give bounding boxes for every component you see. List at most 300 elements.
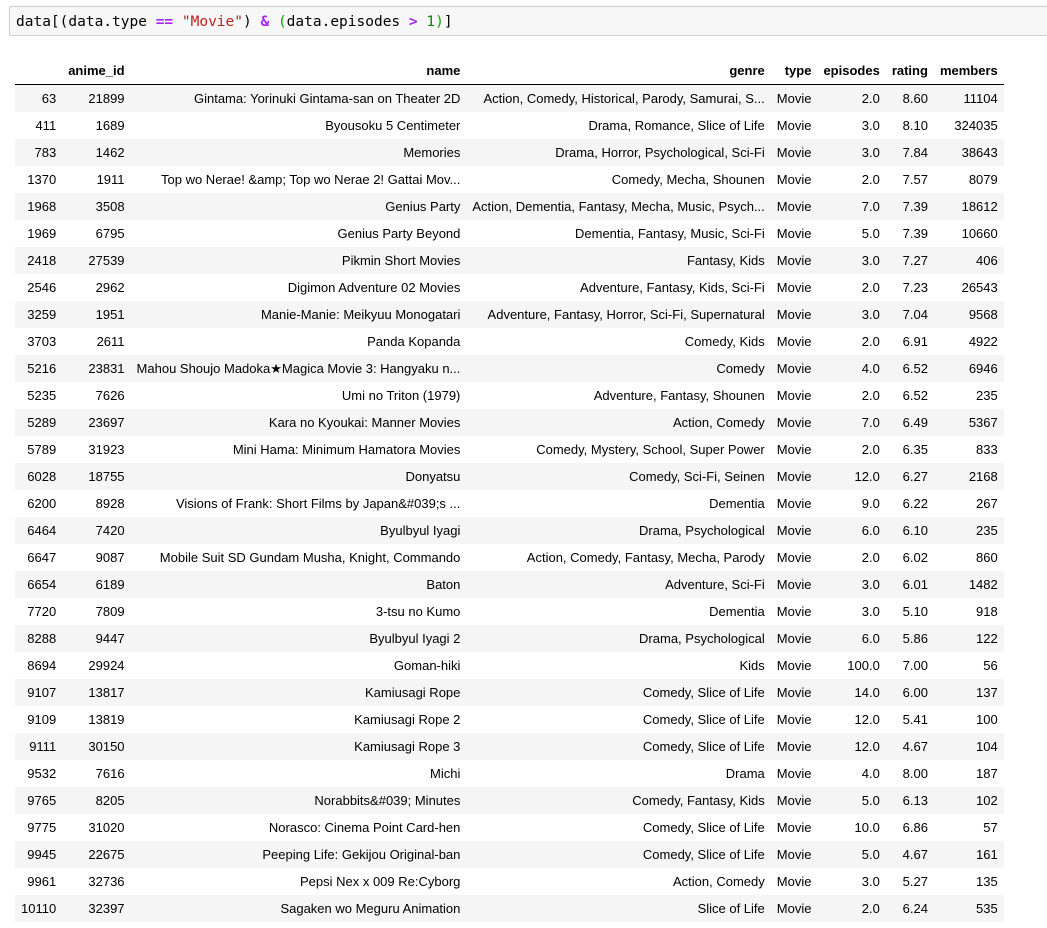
table-row [15,193,1004,220]
cell-index: 7720 [27,604,57,619]
cell-name: Goman-hiki [393,658,461,673]
cell-members: 4922 [968,334,998,349]
code-number: 1 [426,14,436,30]
table-row [15,679,1004,706]
cell-type: Movie [776,307,812,322]
cell-episodes: 2.0 [861,280,880,295]
cell-members: 6946 [968,361,998,376]
cell-name: Pikmin Short Movies [341,253,461,268]
table-row [15,571,1004,598]
code-text: ) [243,14,261,30]
table-row [15,544,1004,571]
cell-members: 38643 [961,145,998,160]
cell-type: Movie [776,334,812,349]
cell-name: Visions of Frank: Short Films by Japan&#039;s ... [175,496,461,511]
table-row [15,139,1004,166]
cell-genre: Adventure, Fantasy, Kids, Sci-Fi [580,280,765,295]
cell-name: Panda Kopanda [367,334,461,349]
cell-type: Movie [776,253,812,268]
code-operator: > [408,14,418,30]
cell-type: Movie [776,415,812,430]
cell-index: 5289 [27,415,57,430]
table-row [15,841,1004,868]
cell-name: Memories [403,145,461,160]
cell-members: 235 [976,388,998,403]
table-row [15,787,1004,814]
cell-index: 9775 [27,820,57,835]
cell-genre: Comedy, Slice of Life [642,820,765,835]
cell-episodes: 2.0 [861,388,880,403]
cell-episodes: 3.0 [861,145,880,160]
cell-type: Movie [776,172,812,187]
cell-members: 9568 [968,307,998,322]
cell-genre: Comedy, Mecha, Shounen [611,172,765,187]
cell-type: Movie [776,820,812,835]
cell-rating: 6.86 [902,820,928,835]
table-row [15,868,1004,895]
table-row [15,301,1004,328]
cell-anime-id: 9087 [95,550,125,565]
cell-members: 5367 [968,415,998,430]
cell-index: 9107 [27,685,57,700]
cell-genre: Drama [725,766,765,781]
table-row [15,85,1004,113]
cell-type: Movie [776,199,812,214]
cell-rating: 4.67 [902,739,928,754]
code-text: ] [443,14,453,30]
table-row [15,436,1004,463]
cell-episodes: 2.0 [861,901,880,916]
cell-rating: 6.00 [902,685,928,700]
table-row [15,382,1004,409]
cell-name: Baton [426,577,461,592]
cell-members: 104 [976,739,998,754]
cell-type: Movie [776,712,812,727]
code-string: "Movie" [181,14,243,30]
cell-genre: Fantasy, Kids [686,253,765,268]
cell-type: Movie [776,901,812,916]
cell-index: 2418 [27,253,57,268]
cell-type: Movie [776,388,812,403]
cell-name: Byousoku 5 Centimeter [325,118,461,133]
cell-episodes: 2.0 [861,91,880,106]
cell-genre: Comedy, Mystery, School, Super Power [536,442,765,457]
cell-name: Byulbyul Iyagi 2 [369,631,461,646]
cell-anime-id: 23697 [88,415,125,430]
table-row [15,112,1004,139]
cell-name: Kamiusagi Rope 3 [354,739,461,754]
cell-anime-id: 13817 [88,685,125,700]
cell-episodes: 7.0 [861,199,880,214]
cell-anime-id: 7616 [95,766,125,781]
table-row [15,517,1004,544]
table-row [15,652,1004,679]
cell-members: 406 [976,253,998,268]
table-row [15,166,1004,193]
table-row [15,274,1004,301]
code-paren: ( [277,14,287,30]
cell-members: 100 [976,712,998,727]
cell-episodes: 3.0 [861,604,880,619]
cell-rating: 8.00 [902,766,928,781]
cell-type: Movie [776,226,812,241]
cell-rating: 7.39 [902,226,928,241]
cell-members: 860 [976,550,998,565]
cell-genre: Adventure, Sci-Fi [665,577,765,592]
cell-anime-id: 31923 [88,442,125,457]
table-row [15,814,1004,841]
cell-anime-id: 2611 [96,334,125,349]
cell-name: Kamiusagi Rope [365,685,461,700]
cell-name: Byulbyul Iyagi [380,523,461,538]
cell-members: 535 [976,901,998,916]
cell-anime-id: 8928 [95,496,125,511]
cell-name: Peeping Life: Gekijou Original-ban [262,847,461,862]
cell-rating: 7.39 [902,199,928,214]
table-row [15,328,1004,355]
table-header-row [15,57,1004,85]
cell-index: 9961 [27,874,57,889]
cell-episodes: 3.0 [861,118,880,133]
cell-index: 8694 [27,658,57,673]
cell-genre: Comedy, Slice of Life [642,739,765,754]
cell-anime-id: 2962 [95,280,125,295]
cell-rating: 5.41 [902,712,928,727]
cell-genre: Comedy, Sci-Fi, Seinen [629,469,765,484]
cell-anime-id: 9447 [95,631,125,646]
cell-genre: Comedy [716,361,765,376]
cell-type: Movie [776,874,812,889]
cell-episodes: 9.0 [861,496,880,511]
code-cell-input[interactable] [9,6,1047,36]
cell-anime-id: 8205 [95,793,125,808]
cell-anime-id: 1951 [95,307,125,322]
cell-anime-id: 31020 [88,820,125,835]
cell-rating: 4.67 [902,847,928,862]
cell-rating: 8.10 [902,118,928,133]
cell-members: 102 [976,793,998,808]
cell-index: 1969 [27,226,57,241]
cell-rating: 6.35 [902,442,928,457]
cell-anime-id: 1911 [96,172,125,187]
code-text: data[(data.type [16,14,156,30]
cell-episodes: 2.0 [861,442,880,457]
cell-episodes: 6.0 [861,631,880,646]
cell-index: 10110 [21,901,57,916]
cell-rating: 7.57 [902,172,928,187]
table-row [15,733,1004,760]
table-row [15,760,1004,787]
column-header-name: name [131,57,467,85]
cell-type: Movie [776,91,812,106]
cell-rating: 6.24 [902,901,928,916]
cell-episodes: 7.0 [861,415,880,430]
cell-genre: Drama, Psychological [639,523,765,538]
cell-members: 10660 [961,226,998,241]
cell-episodes: 3.0 [861,253,880,268]
cell-type: Movie [776,280,812,295]
cell-index: 8288 [27,631,57,646]
cell-name: Umi no Triton (1979) [341,388,461,403]
cell-anime-id: 22675 [88,847,125,862]
cell-name: Mahou Shoujo Madoka★Magica Movie 3: Hangyaku n... [136,360,461,376]
table-row [15,247,1004,274]
cell-type: Movie [776,118,812,133]
table-row [15,355,1004,382]
cell-index: 9765 [27,793,57,808]
cell-anime-id: 1462 [95,145,125,160]
cell-rating: 5.10 [902,604,928,619]
cell-name: Genius Party Beyond [337,226,461,241]
cell-name: Digimon Adventure 02 Movies [287,280,461,295]
cell-episodes: 4.0 [861,766,880,781]
cell-genre: Drama, Romance, Slice of Life [588,118,765,133]
table-row [15,220,1004,247]
table-row [15,409,1004,436]
cell-index: 783 [34,145,57,160]
cell-name: Norasco: Cinema Point Card-hen [268,820,461,835]
cell-index: 5789 [27,442,57,457]
cell-name: Gintama: Yorinuki Gintama-san on Theater 2D [193,91,461,106]
code-paren: ) [435,14,444,30]
cell-anime-id: 30150 [88,739,125,754]
cell-genre: Slice of Life [697,901,765,916]
cell-type: Movie [776,847,812,862]
cell-rating: 6.01 [902,577,928,592]
cell-anime-id: 1689 [95,118,125,133]
cell-index: 1968 [27,199,57,214]
cell-genre: Dementia [709,496,765,511]
cell-rating: 5.86 [902,631,928,646]
cell-name: Top wo Nerae! &amp; Top wo Nerae 2! Gattai Mov... [161,172,461,187]
cell-episodes: 2.0 [861,334,880,349]
cell-index: 1370 [27,172,57,187]
code-operator: == [155,14,174,30]
cell-rating: 8.60 [902,91,928,106]
cell-name: Kara no Kyoukai: Manner Movies [268,415,461,430]
column-header-type: type [771,57,818,85]
cell-index: 6654 [27,577,57,592]
table-row [15,490,1004,517]
cell-index: 9109 [27,712,57,727]
cell-type: Movie [776,739,812,754]
cell-type: Movie [776,793,812,808]
cell-genre: Action, Comedy, Historical, Parody, Samurai, S... [483,91,765,106]
column-header-rating: rating [886,57,934,85]
cell-members: 918 [976,604,998,619]
cell-episodes: 3.0 [861,577,880,592]
cell-name: 3-tsu no Kumo [375,604,461,619]
cell-genre: Dementia, Fantasy, Music, Sci-Fi [575,226,765,241]
cell-name: Genius Party [385,199,461,214]
cell-index: 6464 [27,523,57,538]
cell-members: 56 [983,658,998,673]
cell-type: Movie [776,766,812,781]
cell-genre: Drama, Psychological [639,631,765,646]
cell-rating: 6.22 [902,496,928,511]
cell-members: 324035 [954,118,998,133]
cell-rating: 7.23 [902,280,928,295]
cell-type: Movie [776,631,812,646]
cell-genre: Dementia [709,604,765,619]
cell-members: 57 [983,820,998,835]
cell-rating: 7.04 [902,307,928,322]
cell-type: Movie [776,577,812,592]
cell-index: 3259 [27,307,57,322]
cell-genre: Action, Comedy [673,874,765,889]
cell-name: Michi [430,766,461,781]
cell-members: 8079 [968,172,998,187]
cell-members: 187 [976,766,998,781]
cell-rating: 6.52 [902,388,928,403]
cell-anime-id: 6189 [95,577,125,592]
cell-index: 9532 [27,766,57,781]
cell-episodes: 4.0 [861,361,880,376]
cell-name: Norabbits&#039; Minutes [314,793,461,808]
cell-episodes: 5.0 [861,226,880,241]
cell-members: 137 [976,685,998,700]
cell-type: Movie [776,469,812,484]
cell-rating: 7.84 [902,145,928,160]
column-header-genre: genre [466,57,770,85]
cell-episodes: 3.0 [861,307,880,322]
cell-rating: 6.10 [902,523,928,538]
cell-episodes: 5.0 [861,793,880,808]
cell-name: Pepsi Nex x 009 Re:Cyborg [299,874,461,889]
cell-episodes: 6.0 [861,523,880,538]
cell-index: 9945 [27,847,57,862]
cell-anime-id: 21899 [88,91,125,106]
cell-members: 11104 [963,91,998,106]
cell-members: 161 [976,847,998,862]
column-header-members: members [934,57,1004,85]
code-text: data.episodes [286,14,409,30]
cell-index: 3703 [27,334,57,349]
cell-members: 833 [976,442,998,457]
cell-members: 135 [976,874,998,889]
table-row [15,706,1004,733]
cell-episodes: 2.0 [861,550,880,565]
cell-type: Movie [776,658,812,673]
cell-name: Manie-Manie: Meikyuu Monogatari [260,307,461,322]
cell-episodes: 14.0 [854,685,880,700]
cell-rating: 6.91 [902,334,928,349]
cell-rating: 6.13 [902,793,928,808]
table-row [15,625,1004,652]
code-operator: & [260,14,270,30]
cell-index: 6028 [27,469,57,484]
cell-anime-id: 27539 [88,253,125,268]
cell-index: 411 [35,118,57,133]
cell-members: 267 [976,496,998,511]
cell-name: Kamiusagi Rope 2 [354,712,461,727]
cell-episodes: 12.0 [854,712,880,727]
cell-genre: Adventure, Fantasy, Horror, Sci-Fi, Supernatural [487,307,765,322]
cell-rating: 6.02 [902,550,928,565]
table-row [15,598,1004,625]
cell-anime-id: 3508 [95,199,125,214]
cell-type: Movie [776,496,812,511]
cell-genre: Comedy, Fantasy, Kids [632,793,765,808]
cell-members: 18612 [961,199,998,214]
cell-anime-id: 29924 [88,658,125,673]
cell-genre: Adventure, Fantasy, Shounen [593,388,765,403]
cell-index: 9111 [29,739,57,754]
cell-anime-id: 18755 [88,469,125,484]
cell-anime-id: 6795 [95,226,125,241]
cell-anime-id: 13819 [88,712,125,727]
table-row [15,895,1004,922]
cell-rating: 7.00 [902,658,928,673]
cell-episodes: 10.0 [854,820,880,835]
cell-anime-id: 32397 [88,901,125,916]
cell-genre: Comedy, Slice of Life [642,712,765,727]
cell-name: Sagaken wo Meguru Animation [280,901,461,916]
cell-type: Movie [776,523,812,538]
cell-index: 6647 [27,550,57,565]
cell-rating: 6.49 [902,415,928,430]
cell-type: Movie [776,442,812,457]
cell-genre: Action, Dementia, Fantasy, Mecha, Music, Psych... [472,199,765,214]
cell-index: 5235 [27,388,57,403]
cell-anime-id: 7420 [95,523,125,538]
cell-anime-id: 7626 [95,388,125,403]
cell-rating: 6.27 [902,469,928,484]
cell-genre: Action, Comedy, Fantasy, Mecha, Parody [526,550,765,565]
cell-type: Movie [776,145,812,160]
table-body [15,85,1004,923]
cell-rating: 7.27 [902,253,928,268]
cell-episodes: 2.0 [861,172,880,187]
cell-episodes: 100.0 [847,658,880,673]
column-header-anime-id: anime_id [62,57,130,85]
cell-genre: Drama, Horror, Psychological, Sci-Fi [555,145,765,160]
cell-members: 26543 [961,280,998,295]
code-text [269,14,278,30]
cell-genre: Action, Comedy [673,415,765,430]
cell-episodes: 5.0 [861,847,880,862]
cell-genre: Kids [739,658,765,673]
cell-anime-id: 32736 [88,874,125,889]
cell-type: Movie [776,685,812,700]
cell-name: Mini Hama: Minimum Hamatora Movies [232,442,461,457]
cell-anime-id: 7809 [95,604,125,619]
cell-index: 5216 [27,361,57,376]
cell-members: 2168 [968,469,998,484]
cell-episodes: 12.0 [854,739,880,754]
cell-type: Movie [776,361,812,376]
column-header-index [15,57,62,85]
column-header-episodes: episodes [817,57,885,85]
cell-rating: 5.27 [902,874,928,889]
cell-type: Movie [776,604,812,619]
cell-genre: Comedy, Kids [684,334,765,349]
cell-name: Mobile Suit SD Gundam Musha, Knight, Commando [159,550,461,565]
cell-members: 122 [976,631,998,646]
cell-anime-id: 23831 [88,361,125,376]
cell-episodes: 12.0 [854,469,880,484]
cell-type: Movie [776,550,812,565]
cell-name: Donyatsu [405,469,461,484]
cell-members: 235 [976,523,998,538]
table-row [15,463,1004,490]
cell-episodes: 3.0 [861,874,880,889]
cell-index: 63 [41,91,57,106]
cell-index: 6200 [27,496,57,511]
cell-genre: Comedy, Slice of Life [642,685,765,700]
cell-genre: Comedy, Slice of Life [642,847,765,862]
cell-members: 1482 [968,577,998,592]
